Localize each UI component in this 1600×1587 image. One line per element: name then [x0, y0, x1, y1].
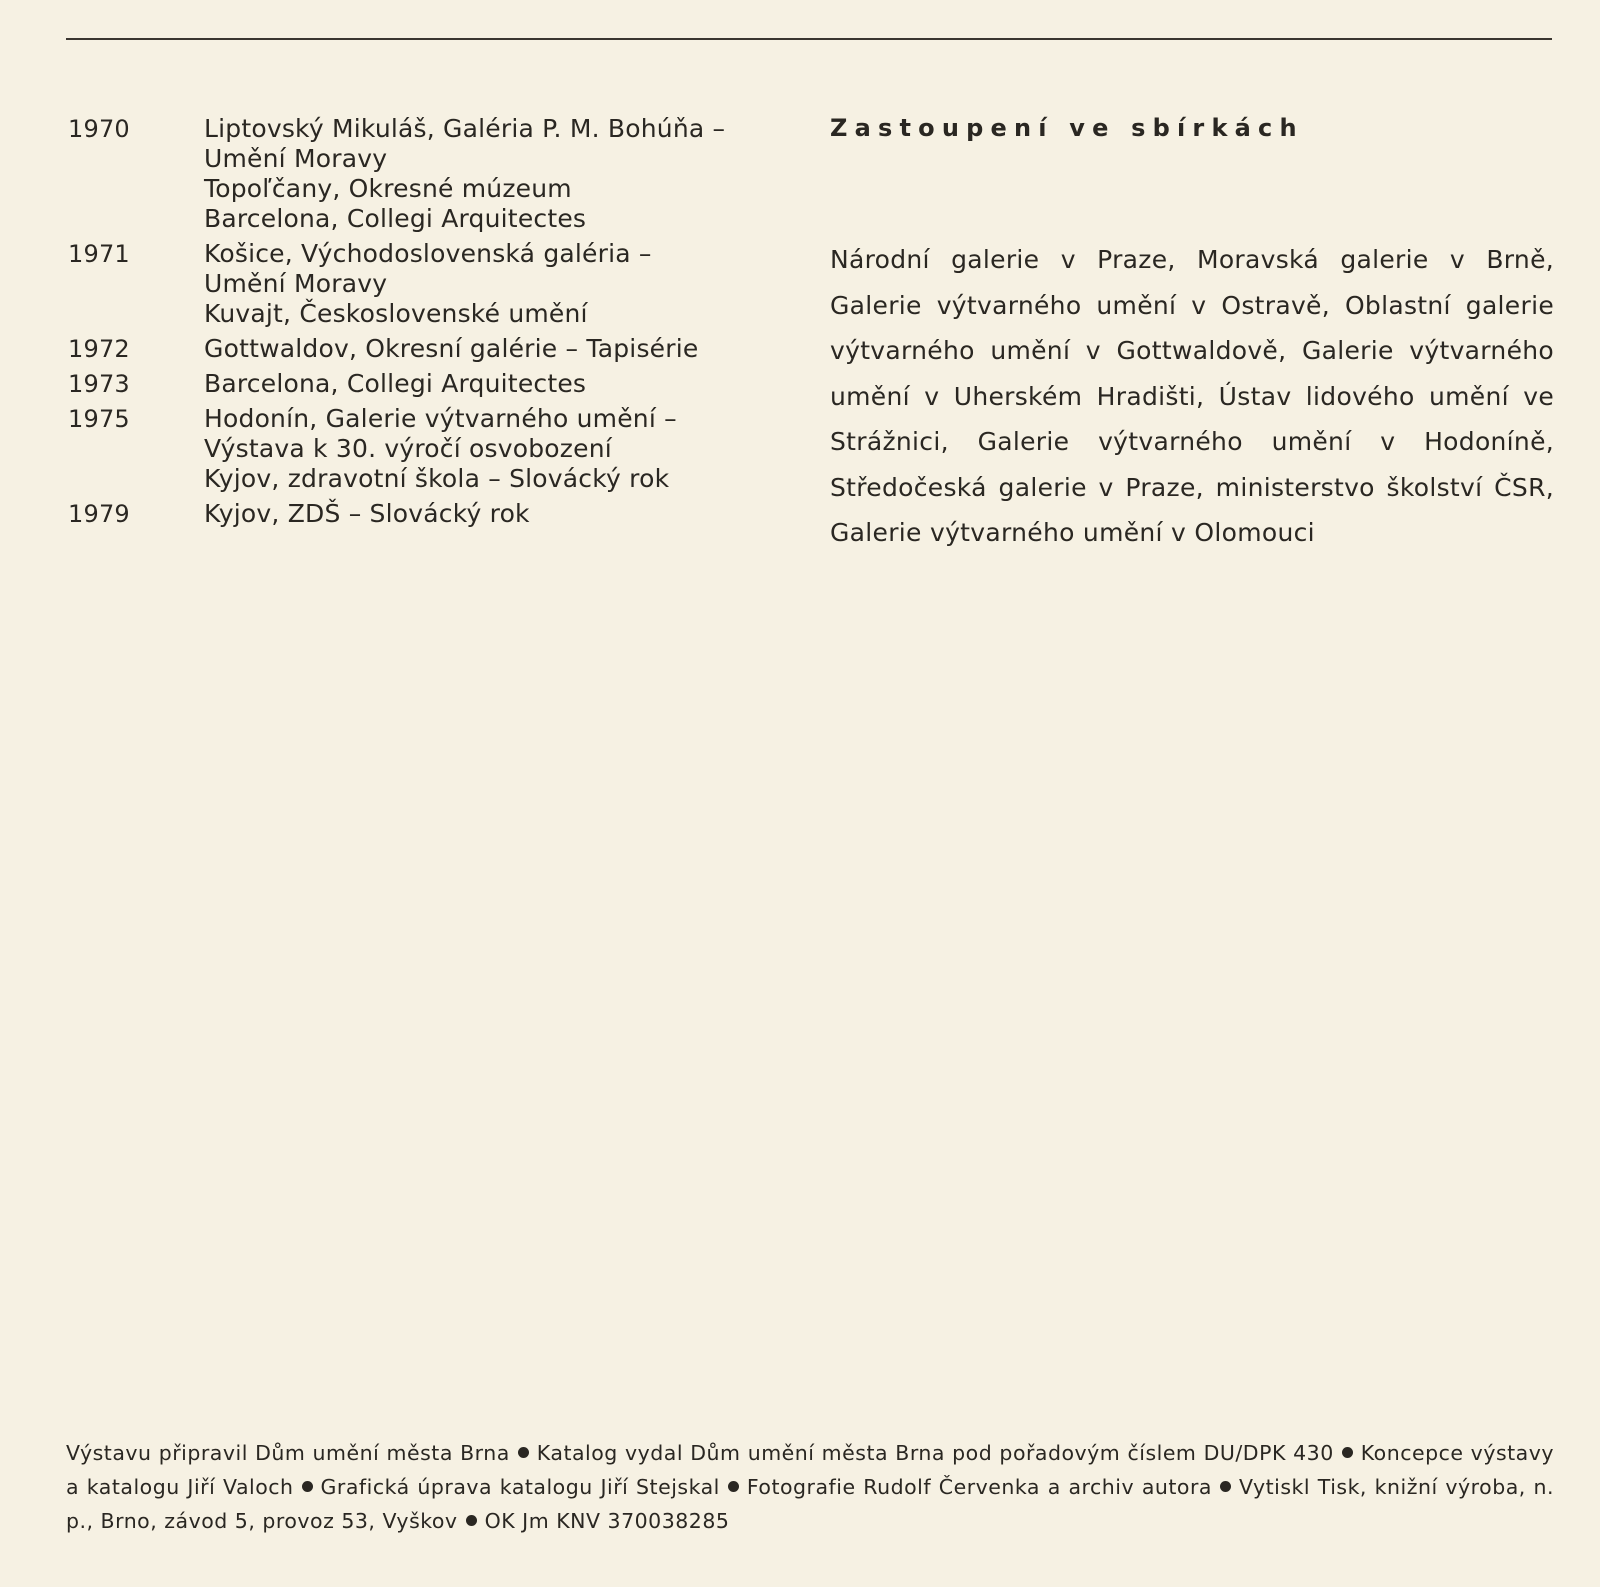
- bullet-icon: [466, 1515, 477, 1526]
- exhibition-line: Gottwaldov, Okresní galérie – Tapisérie: [204, 334, 699, 363]
- exhibition-line: Liptovský Mikuláš, Galéria P. M. Bohúňa –: [204, 114, 726, 143]
- imprint-item: Vytiskl Tisk, knižní výroba, n. p., Brno, závod 5, provoz 53, Vyškov: [66, 1475, 1555, 1533]
- exhibition-line: Barcelona, Collegi Arquitectes: [204, 204, 587, 233]
- exhibition-year: 1970: [68, 115, 130, 143]
- bullet-icon: [1342, 1447, 1353, 1458]
- exhibition-line: Barcelona, Collegi Arquitectes: [204, 369, 587, 398]
- collections-text: Národní galerie v Praze, Moravská galerie v Brně, Galerie výtvarného umění v Ostravě, Oblastní galerie výtvarného umění v Gottwaldově, Galerie výtvarného umění v Uherském Hradišti, Ústav lidového umění ve Strážnici, Galerie výtvarného umění v Hodoníně, Středočeská galerie v Praze, ministerstvo školství ČSR, Galerie výtvarného umění v Olomouci: [830, 245, 1554, 547]
- exhibition-entry: [68, 114, 808, 234]
- exhibition-entry: [68, 404, 808, 494]
- exhibition-line: Hodonín, Galerie výtvarného umění –: [204, 404, 677, 433]
- collections-section: [830, 113, 1554, 581]
- exhibitions-list: [68, 114, 808, 534]
- imprint-item: OK Jm KNV 370038285: [484, 1509, 730, 1533]
- exhibition-line: Kyjov, zdravotní škola – Slovácký rok: [204, 464, 670, 493]
- imprint-item: Výstavu připravil Dům umění města Brna: [66, 1441, 510, 1465]
- exhibition-line: Umění Moravy: [204, 269, 388, 298]
- exhibition-year: 1973: [68, 370, 130, 398]
- exhibition-line: Umění Moravy: [204, 144, 388, 173]
- exhibition-line: Košice, Východoslovenská galéria –: [204, 239, 652, 268]
- imprint: [66, 1436, 1554, 1538]
- exhibition-year: 1979: [68, 500, 130, 528]
- imprint-item: Katalog vydal Dům umění města Brna pod pořadovým číslem DU/DPK 430: [536, 1441, 1334, 1465]
- bullet-icon: [1220, 1481, 1231, 1492]
- collections-heading: Zastoupení ve sbírkách: [830, 114, 1304, 142]
- exhibition-line: Topoľčany, Okresné múzeum: [204, 174, 572, 203]
- exhibition-line: Kuvajt, Československé umění: [204, 299, 588, 328]
- bullet-icon: [518, 1447, 529, 1458]
- top-rule: [66, 38, 1552, 40]
- exhibition-entry: [68, 369, 808, 399]
- imprint-item: Koncepce výstavy a katalogu Jiří Valoch: [66, 1441, 1554, 1499]
- exhibition-year: 1971: [68, 240, 130, 268]
- exhibition-line: Výstava k 30. výročí osvobození: [204, 434, 612, 463]
- exhibition-year: 1972: [68, 335, 130, 363]
- imprint-item: Grafická úprava katalogu Jiří Stejskal: [320, 1475, 720, 1499]
- exhibition-entry: [68, 239, 808, 329]
- exhibition-line: Kyjov, ZDŠ – Slovácký rok: [204, 499, 530, 528]
- bullet-icon: [302, 1481, 313, 1492]
- imprint-item: Fotografie Rudolf Červenka a archiv autora: [746, 1475, 1212, 1499]
- exhibition-year: 1975: [68, 405, 130, 433]
- exhibition-entry: [68, 334, 808, 364]
- exhibition-entry: [68, 499, 808, 529]
- bullet-icon: [728, 1481, 739, 1492]
